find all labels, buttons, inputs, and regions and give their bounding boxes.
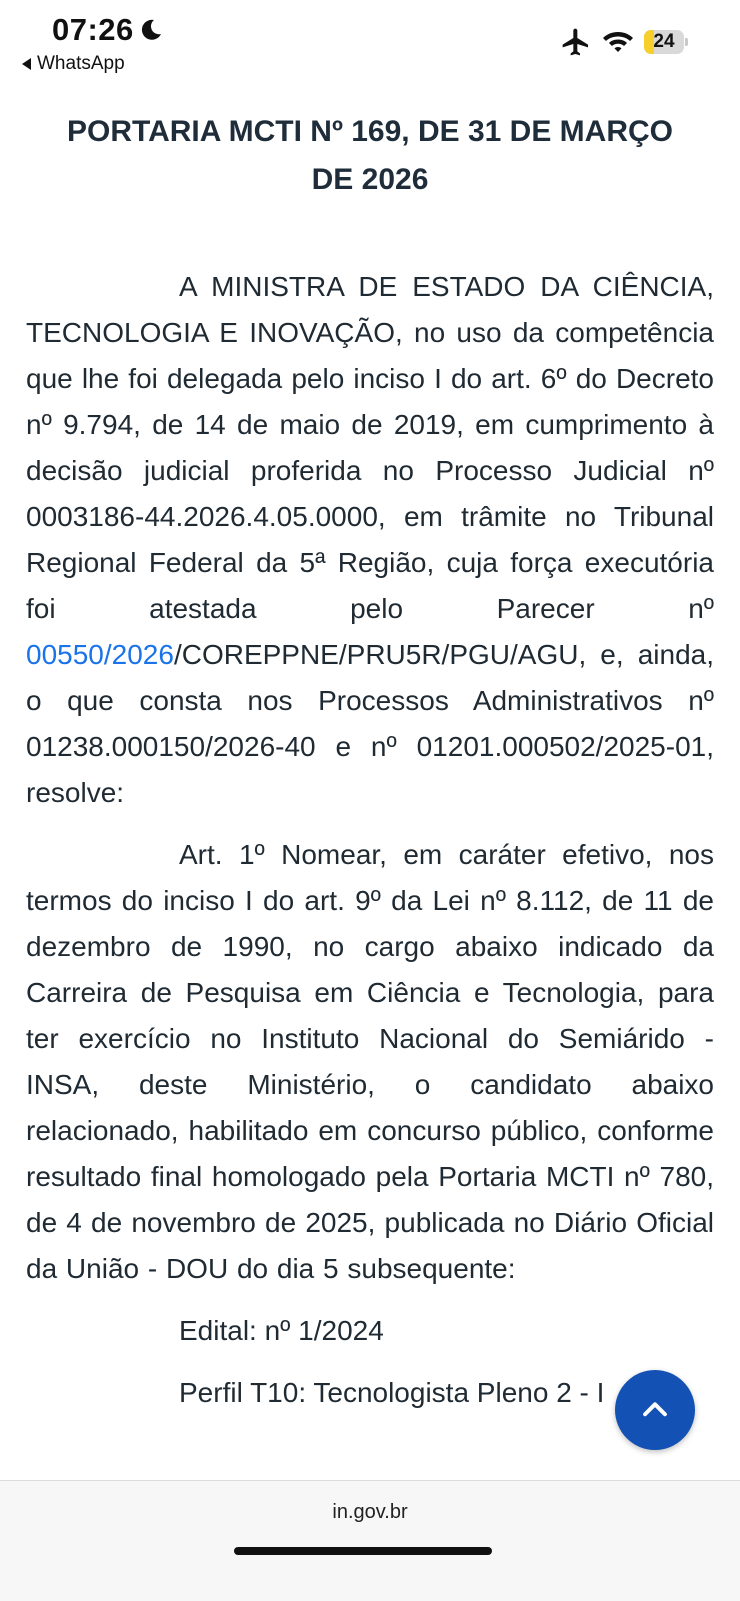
home-indicator[interactable] xyxy=(234,1547,492,1555)
preamble-text-end: /COREPPNE/PRU5R/PGU/AGU, e, ainda, o que consta nos Processos Administrativos nº 01238.000150/2026-40 e nº 01201.000502/2025-01, resolve: xyxy=(26,639,714,808)
page-title: PORTARIA MCTI Nº 169, DE 31 DE MARÇO DE 2026 xyxy=(66,115,674,196)
article-1-paragraph: Art. 1º Nomear, em caráter efetivo, nos termos do inciso I do art. 9º da Lei nº 8.112, de 11 de dezembro de 1990, no cargo abaixo indicado da Carreira de Pesquisa em Ciência e Tecnologia, para ter exercício no Instituto Nacional do Semiárido - INSA, deste Ministério, o candidato abaixo relacionado, habilitado em concurso público, conforme resultado final homologado pela Portaria MCTI nº 780, de 4 de novembro de 2025, publicada no Diário Oficial da União - DOU do dia 5 subsequente: xyxy=(26,839,714,1284)
battery-level: 24 xyxy=(653,31,675,52)
scroll-to-top-button[interactable] xyxy=(615,1370,695,1450)
back-arrow-icon xyxy=(22,58,31,70)
battery-body xyxy=(644,30,684,54)
airplane-icon xyxy=(560,26,592,58)
wifi-icon xyxy=(602,28,634,54)
edital-line: Edital: nº 1/2024 xyxy=(179,1315,384,1346)
preamble-text-start: A MINISTRA DE ESTADO DA CIÊNCIA, TECNOLOGIA E INOVAÇÃO, no uso da competência que lhe foi delegada pelo inciso I do art. 6º do Decreto nº 9.794, de 14 de maio de 2019, em cumprimento à decisão judicial proferida no Processo Judicial nº 0003186-44.2026.4.05.0000, em trâmite no Tribunal Regional Federal da 5ª Região, cuja força executória foi atestada pelo Parecer nº xyxy=(26,271,714,624)
status-time: 07:26 xyxy=(52,12,134,47)
back-app-label: WhatsApp xyxy=(37,53,125,74)
moon-icon xyxy=(139,18,163,42)
parecer-link[interactable]: 00550/2026 xyxy=(26,639,174,670)
chevron-up-icon xyxy=(638,1393,672,1427)
battery-cap xyxy=(685,38,688,46)
document-body xyxy=(26,108,714,1432)
back-to-app-button[interactable] xyxy=(22,53,125,75)
perfil-line: Perfil T10: Tecnologista Pleno 2 - I xyxy=(179,1377,605,1408)
browser-bottom-bar xyxy=(0,1480,740,1601)
preamble-paragraph xyxy=(26,264,714,816)
status-bar xyxy=(0,0,740,80)
address-bar-domain[interactable]: in.gov.br xyxy=(332,1501,408,1523)
battery-icon xyxy=(644,30,688,54)
